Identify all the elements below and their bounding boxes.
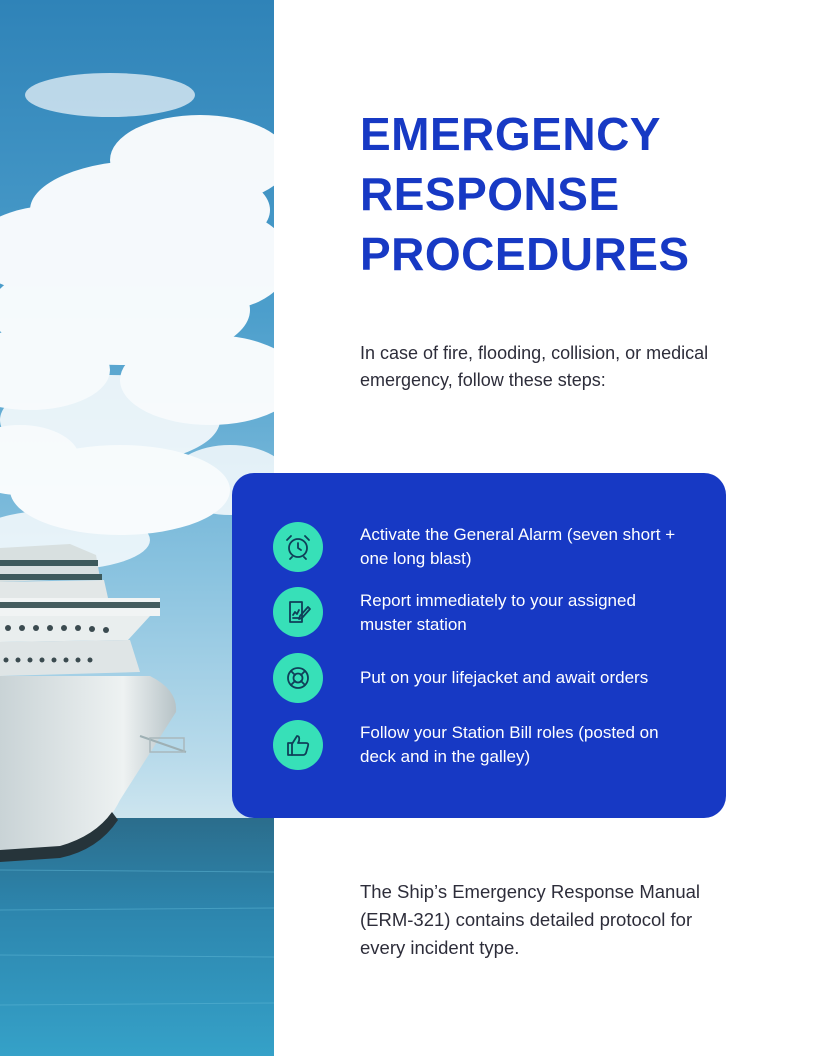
title-line-3: PROCEDURES (360, 228, 690, 280)
step-item (232, 522, 726, 582)
page-title (360, 104, 780, 284)
step-item (232, 653, 726, 713)
step-text: Report immediately to your assigned muster station (360, 591, 636, 634)
report-document-icon (273, 587, 323, 637)
thumbs-up-icon (273, 720, 323, 770)
alarm-clock-icon (273, 522, 323, 572)
intro-text: In case of fire, flooding, collision, or medical emergency, follow these steps: (360, 343, 709, 390)
lifebuoy-icon (273, 653, 323, 703)
steps-card (232, 473, 726, 818)
step-text: Follow your Station Bill roles (posted on deck and in the galley) (360, 723, 659, 766)
step-item (232, 587, 726, 647)
title-line-1: EMERGENCY (360, 108, 661, 160)
footer-text: The Ship’s Emergency Response Manual (ERM-321) contains detailed protocol for every incident type. (360, 881, 701, 958)
step-text: Activate the General Alarm (seven short + one long blast) (360, 525, 676, 568)
title-line-2: RESPONSE (360, 168, 620, 220)
step-text: Put on your lifejacket and await orders (360, 668, 649, 687)
step-item (232, 720, 726, 780)
